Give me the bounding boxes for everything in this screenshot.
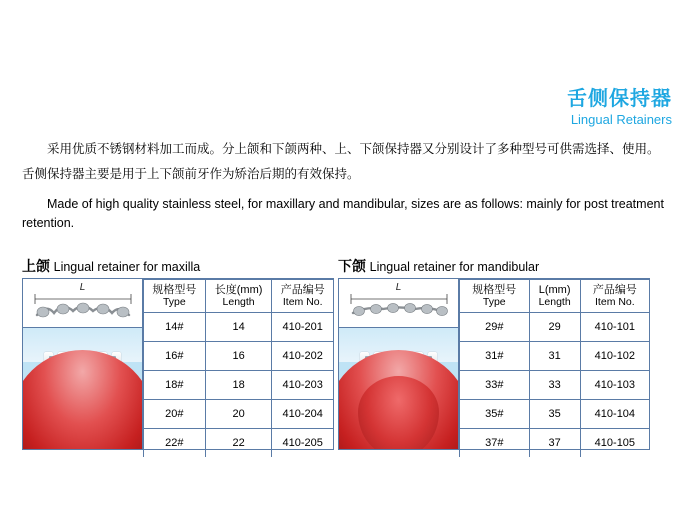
col-header-length-en: Length (222, 296, 255, 309)
intro-text-block (22, 140, 677, 240)
col-header-length (529, 280, 580, 313)
table-row (144, 371, 334, 400)
col-header-type-en: Type (162, 296, 186, 309)
cell-item-no: 410-105 (580, 429, 649, 458)
cell-length: 37 (529, 429, 580, 458)
intro-en-text: Made of high quality stainless steel, for maxillary and mandibular, sizes are as follows: mainly for post treatment retention. (22, 196, 664, 231)
col-header-length-cn: 长度(mm) (214, 283, 263, 296)
cell-length: 14 (205, 313, 272, 342)
col-header-item-no-cn: 产品编号 (592, 283, 637, 296)
col-header-type-cn: 规格型号 (152, 283, 197, 296)
table-row (460, 342, 650, 371)
cell-item-no: 410-103 (580, 371, 649, 400)
cell-type: 37# (460, 429, 530, 458)
intro-paragraph-en (22, 195, 677, 234)
cell-item-no: 410-201 (272, 313, 333, 342)
image-column-mandibular (339, 279, 459, 449)
clinical-photo-maxilla (23, 328, 142, 449)
dimension-label-mandibular: L (395, 282, 402, 293)
section-title-mandibular-cn: 下颌 (338, 258, 366, 274)
cell-type: 33# (460, 371, 530, 400)
cell-item-no: 410-101 (580, 313, 649, 342)
spec-table-mandibular (459, 279, 649, 457)
col-header-item-no-en: Item No. (595, 296, 635, 309)
cell-type: 29# (460, 313, 530, 342)
page-title-cn: 舌侧保持器 (567, 88, 672, 110)
spec-panel-mandibular (338, 278, 650, 450)
table-row (144, 342, 334, 371)
table-row (144, 429, 334, 458)
retainer-wire-icon-mandibular (339, 279, 458, 327)
image-column-maxilla (23, 279, 143, 449)
col-header-length-en: Length (538, 296, 571, 309)
col-header-item-no (272, 280, 333, 313)
cell-type: 18# (144, 371, 206, 400)
cell-length: 22 (205, 429, 272, 458)
table-row (460, 313, 650, 342)
palate-shape-maxilla (23, 350, 142, 449)
col-header-type (460, 280, 530, 313)
col-header-item-no (580, 280, 649, 313)
cell-length: 31 (529, 342, 580, 371)
cell-length: 20 (205, 400, 272, 429)
table-row (144, 400, 334, 429)
cell-length: 18 (205, 371, 272, 400)
table-row (144, 313, 334, 342)
spec-table-maxilla (143, 279, 333, 457)
cell-type: 16# (144, 342, 206, 371)
retainer-wire-icon-maxilla (23, 279, 142, 327)
product-drawing-maxilla (23, 279, 142, 328)
section-title-mandibular-en: Lingual retainer for mandibular (369, 260, 540, 274)
cell-item-no: 410-102 (580, 342, 649, 371)
col-header-item-no-en: Item No. (282, 296, 323, 309)
cell-length: 16 (205, 342, 272, 371)
page-title-en: Lingual Retainers (570, 112, 672, 127)
cell-length: 29 (529, 313, 580, 342)
product-drawing-mandibular (339, 279, 458, 328)
cell-item-no: 410-203 (272, 371, 333, 400)
cell-item-no: 410-104 (580, 400, 649, 429)
table-row (460, 400, 650, 429)
cell-type: 31# (460, 342, 530, 371)
cell-type: 35# (460, 400, 530, 429)
col-header-type (144, 280, 206, 313)
section-title-maxilla (22, 256, 200, 276)
col-header-item-no-cn: 产品编号 (280, 283, 325, 296)
table-header-row (144, 280, 334, 313)
col-header-type-cn: 规格型号 (472, 283, 517, 296)
cell-type: 14# (144, 313, 206, 342)
dimension-label-maxilla: L (79, 282, 86, 293)
spec-panel-maxilla (22, 278, 334, 450)
section-title-maxilla-en: Lingual retainer for maxilla (53, 260, 201, 274)
table-row (460, 371, 650, 400)
page-header (567, 88, 672, 128)
table-header-row (460, 280, 650, 313)
table-row (460, 429, 650, 458)
intro-paragraph-cn-2 (22, 165, 677, 184)
section-title-maxilla-cn: 上颌 (22, 258, 50, 274)
cell-length: 33 (529, 371, 580, 400)
col-header-length (205, 280, 272, 313)
cell-length: 35 (529, 400, 580, 429)
cell-item-no: 410-205 (272, 429, 333, 458)
col-header-type-en: Type (482, 296, 506, 309)
col-header-length-cn: L(mm) (538, 283, 571, 296)
cell-type: 20# (144, 400, 206, 429)
clinical-photo-mandibular (339, 328, 458, 449)
intro-paragraph-cn-1 (22, 140, 677, 159)
tongue-shape-mandibular (358, 376, 439, 449)
cell-type: 22# (144, 429, 206, 458)
intro-cn-line1: 采用优质不锈钢材料加工而成。分上颌和下颌两种、上、下颌保持器又分别设计了多种型号可供需选择、使用。 (47, 142, 660, 156)
section-title-mandibular (338, 256, 539, 276)
intro-cn-line2: 舌侧保持器主要是用于上下颌前牙作为矫治后期的有效保持。 (22, 167, 360, 182)
cell-item-no: 410-202 (272, 342, 333, 371)
cell-item-no: 410-204 (272, 400, 333, 429)
